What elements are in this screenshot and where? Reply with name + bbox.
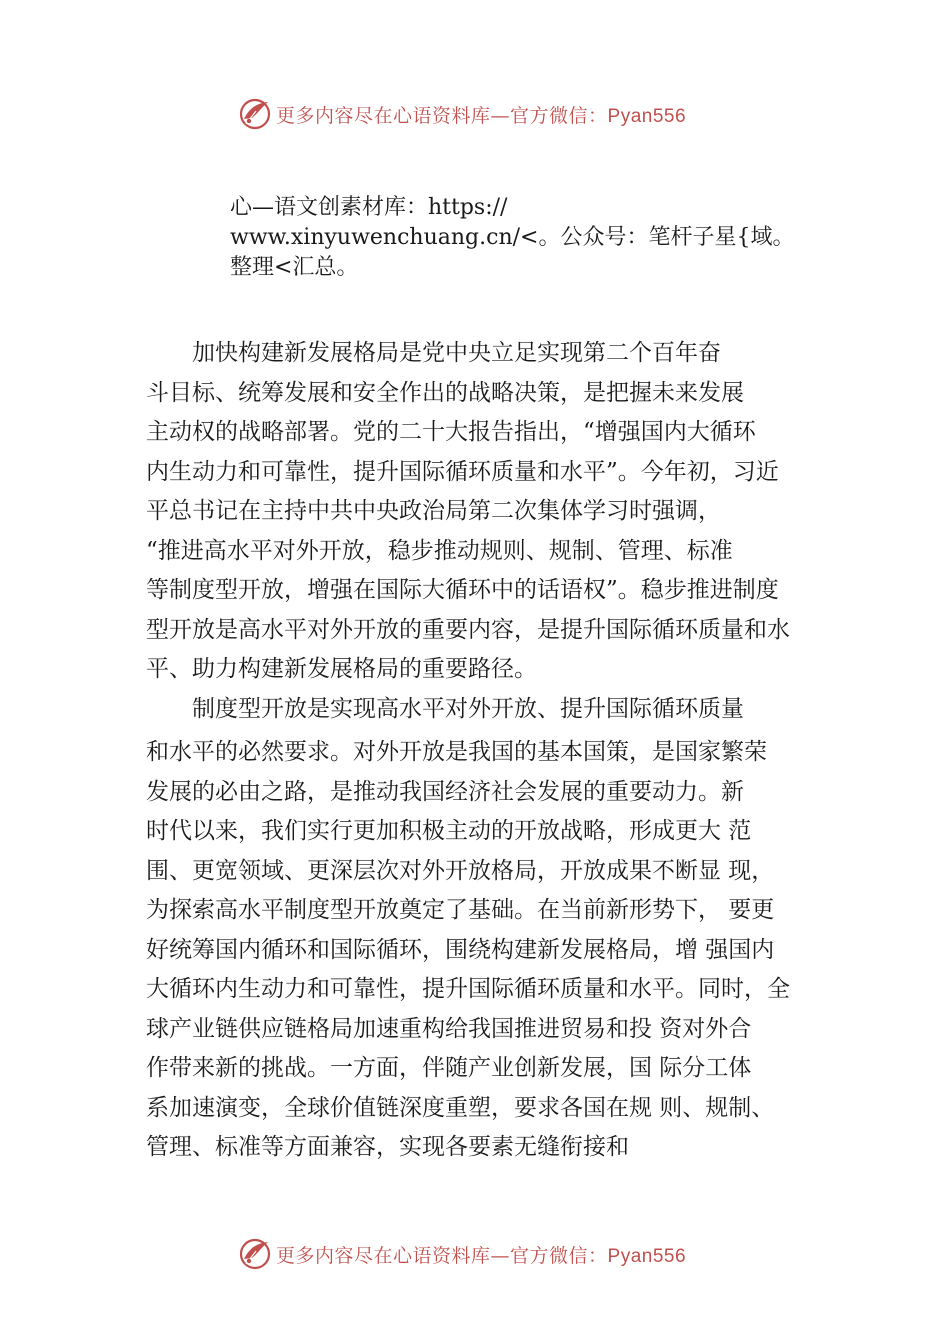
article-line: 型开放是高水平对外开放的重要内容，是提升国际循环质量和水 — [146, 616, 790, 643]
article-line: 内生动力和可靠性，提升国际循环质量和水平”。今年初，习近 — [146, 458, 779, 485]
source-note — [230, 193, 830, 283]
footer-banner — [238, 1236, 686, 1272]
article-line: 为探索高水平制度型开放奠定了基础。在当前新形势下， 要更 — [146, 897, 775, 923]
article-body — [146, 334, 836, 1168]
article-line: 等制度型开放，增强在国际大循环中的话语权”。稳步推进制度 — [146, 577, 779, 603]
article-line: 好统筹国内循环和国际循环，围绕构建新发展格局，增 强国内 — [146, 936, 775, 963]
quill-logo-icon — [238, 1237, 272, 1271]
article-line: 平总书记在主持中共中央政治局第二次集体学习时强调， — [146, 498, 721, 524]
article-line: “推进高水平对外开放，稳步推动规则、规制、管理、标准 — [146, 537, 733, 564]
quill-logo-icon — [238, 97, 272, 131]
article-line: 管理、标准等方面兼容，实现各要素无缝衔接和 — [146, 1134, 629, 1160]
article-line: 系加速演变，全球价值链深度重塑，要求各国在规 则、规制、 — [146, 1094, 775, 1121]
source-line: 整理<汇总。 — [230, 255, 359, 280]
article-line: 平、助力构建新发展格局的重要路径。 — [146, 656, 537, 682]
article-line: 加快构建新发展格局是党中央立足实现第二个百年奋 — [146, 340, 721, 366]
article-line: 大循环内生动力和可靠性，提升国际循环质量和水平。同时，全 — [146, 976, 790, 1002]
article-line: 斗目标、统筹发展和安全作出的战略决策，是把握未来发展 — [146, 379, 744, 406]
article-line: 作带来新的挑战。一方面，伴随产业创新发展，国 际分工体 — [146, 1055, 752, 1081]
article-line: 球产业链供应链格局加速重构给我国推进贸易和投 资对外合 — [146, 1015, 752, 1042]
article-line: 和水平的必然要求。对外开放是我国的基本国策，是国家繁荣 — [146, 739, 767, 765]
source-line: 心—语文创素材库：https:// — [230, 195, 508, 220]
banner-text: 更多内容尽在心语资料库—官方微信：Pyan556 — [276, 1244, 687, 1267]
banner-handle: Pyan556 — [607, 105, 687, 127]
article-line: 主动权的战略部署。党的二十大报告指出，“增强国内大循环 — [146, 419, 756, 445]
article-line: 制度型开放是实现高水平对外开放、提升国际循环质量 — [146, 695, 744, 722]
header-banner — [238, 96, 686, 132]
article-line: 发展的必由之路，是推动我国经济社会发展的重要动力。新 — [146, 778, 744, 805]
banner-handle: Pyan556 — [607, 1245, 687, 1267]
source-line: www.xinyuwenchuang.cn/<。公众号：笔杆子星{域。 — [230, 225, 795, 250]
article-line: 时代以来，我们实行更加积极主动的开放战略，形成更大 范 — [146, 818, 752, 844]
banner-text: 更多内容尽在心语资料库—官方微信：Pyan556 — [276, 104, 687, 127]
article-line: 围、更宽领域、更深层次对外开放格局，开放成果不断显 现， — [146, 857, 775, 884]
